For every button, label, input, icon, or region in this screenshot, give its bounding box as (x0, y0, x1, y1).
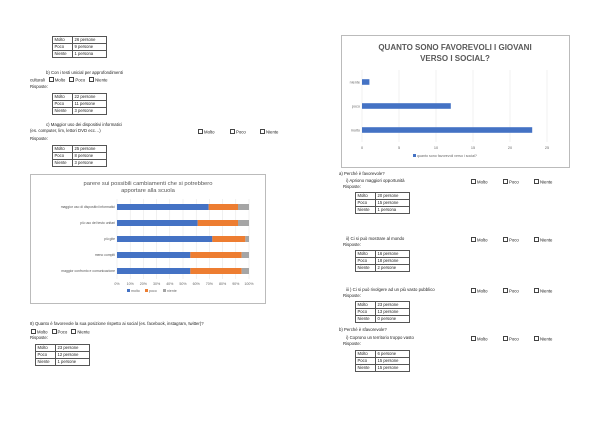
question-a-i: i) Apriono maggiori opportunità Molto Poco Niente (346, 178, 553, 185)
checkbox-niente[interactable] (534, 288, 539, 293)
question-b-options: culturali Molto Poco Niente (30, 77, 108, 83)
bar-molto (117, 204, 209, 210)
x-tick-label: 90% (232, 282, 240, 286)
cell-value: 1 persona (376, 207, 410, 214)
checkbox-niente[interactable] (71, 329, 76, 334)
category-label: maggior confronto e comunicazione (61, 269, 115, 274)
risposte-label: Risposte: (343, 293, 361, 298)
bar-molto (117, 252, 190, 258)
question-c-options: (es. computer, lim, lettori DVD ecc…) Molto Poco Niente (30, 128, 279, 135)
chart-title-line2: apportare alla scuola (121, 188, 175, 194)
legend-label: quanto sono favorevoli verso i social? (417, 153, 477, 158)
table-row (356, 265, 410, 272)
cell-value: 11 persone (73, 101, 107, 108)
cell-label: Niente (36, 359, 56, 366)
table-a-ii (355, 250, 410, 272)
question-a-ii: ii) Ci si può mostrare al mondo Molto Poco Niente (346, 236, 553, 243)
cell-value: 15 persone (376, 365, 410, 372)
x-tick-label: 25 (544, 146, 550, 150)
checkbox-niente[interactable] (89, 77, 94, 82)
risposte-label: Risposte: (343, 341, 361, 346)
cell-value: 15 persone (376, 200, 410, 207)
legend-label: molto (131, 288, 140, 293)
table-row (36, 359, 90, 366)
cell-value: 26 persone (73, 37, 107, 44)
table-row (53, 160, 107, 167)
checkbox-niente[interactable] (534, 336, 539, 341)
table-row (356, 302, 410, 309)
cell-label: Molto (53, 146, 73, 153)
x-tick-label: 20 (507, 146, 513, 150)
checkbox-niente[interactable] (534, 179, 539, 184)
cell-value: 9 persone (73, 44, 107, 51)
checkbox-molto[interactable] (198, 129, 203, 134)
table-row (356, 200, 410, 207)
cell-label: Molto (53, 37, 73, 44)
question-8-options: Molto Poco Niente (27, 329, 90, 335)
checkbox-molto[interactable] (49, 77, 54, 82)
checkbox-molto[interactable] (471, 288, 476, 293)
x-tick-label: 40% (166, 282, 174, 286)
checkbox-molto[interactable] (471, 237, 476, 242)
question-b-i: i) Coprono un territorio troppo vasto Molto Poco Niente (346, 335, 553, 342)
cell-value: 13 persone (376, 309, 410, 316)
table-row (356, 365, 410, 372)
bar-niente (245, 236, 249, 242)
cell-value: 1 persona (73, 51, 107, 58)
chart1-svg (31, 175, 265, 303)
cell-value: 23 persone (56, 345, 90, 352)
checkbox-poco[interactable] (503, 288, 508, 293)
table-row (53, 108, 107, 115)
cell-label: Molto (53, 94, 73, 101)
bar-molto (362, 127, 532, 133)
checkbox-niente[interactable] (260, 129, 265, 134)
cell-value: 23 persone (376, 302, 410, 309)
risposte-label: Risposte: (343, 184, 361, 189)
cell-label: Poco (356, 358, 376, 365)
table-row (53, 101, 107, 108)
bar-poco (190, 252, 241, 258)
bar-niente (242, 252, 249, 258)
cell-label: Molto (356, 193, 376, 200)
table-row (356, 251, 410, 258)
table-a-i (355, 192, 410, 214)
category-label: niente (349, 80, 360, 85)
cell-label: Poco (356, 258, 376, 265)
checkbox-poco[interactable] (230, 129, 235, 134)
checkbox-poco[interactable] (69, 77, 74, 82)
cell-label: Poco (53, 44, 73, 51)
table-row (356, 309, 410, 316)
checkbox-poco[interactable] (503, 237, 508, 242)
table-row (53, 44, 107, 51)
table-q7b (52, 93, 107, 115)
x-tick-label: 100% (244, 282, 254, 286)
risposte-label: Risposte: (30, 136, 48, 141)
cell-value: 25 persone (73, 146, 107, 153)
table-q8 (35, 344, 90, 366)
table-q7a (52, 36, 107, 58)
legend-swatch (163, 289, 166, 292)
risposte-label: Risposte: (30, 335, 48, 340)
bar-niente (242, 268, 249, 274)
cell-value: 1 persone (56, 359, 90, 366)
cell-label: Molto (36, 345, 56, 352)
table-row (356, 351, 410, 358)
question-8: 8) Quanto è favorevole la sua posizione rispetto ai social (es. facebook, instagram, twitter)? (30, 321, 204, 326)
question-b-line1: b) Con i testi unicial per approfondimenti (46, 70, 123, 75)
risposte-label: Risposte: (30, 84, 48, 89)
question-a-head: a) Perché è favorevole? (339, 171, 385, 176)
cell-label: Molto (356, 351, 376, 358)
bar-poco (190, 268, 241, 274)
category-label: molto (350, 128, 360, 133)
checkbox-poco[interactable] (503, 336, 508, 341)
question-c-line1: c) Maggior uso dei dispositivi informatici (46, 122, 122, 127)
x-tick-label: 10% (126, 282, 134, 286)
bar-poco (212, 236, 245, 242)
cell-value: 6 persone (376, 351, 410, 358)
cell-value: 15 persone (376, 358, 410, 365)
cell-label: Niente (356, 207, 376, 214)
question-a-iii: iii ) Ci si può rivolgere ad un più vasto pubblico Molto Poco Niente (346, 287, 553, 294)
category-label: più gite (104, 237, 115, 242)
risposte-label: Risposte: (343, 242, 361, 247)
x-tick-label: 5 (397, 146, 401, 150)
checkbox-molto[interactable] (471, 179, 476, 184)
x-tick-label: 30% (152, 282, 161, 286)
table-row (53, 51, 107, 58)
table-a-iii (355, 301, 410, 323)
table-q7c (52, 145, 107, 167)
cell-label: Poco (356, 309, 376, 316)
checkbox-poco[interactable] (503, 179, 508, 184)
cell-label: Niente (53, 108, 73, 115)
legend-swatch (413, 154, 416, 157)
cell-value: 2 persone (376, 265, 410, 272)
checkbox-poco[interactable] (52, 329, 57, 334)
category-label: più uso del testo unitari (80, 221, 115, 226)
bar-molto (117, 236, 212, 242)
table-row (356, 207, 410, 214)
cell-label: Niente (53, 160, 73, 167)
cell-label: Poco (36, 352, 56, 359)
cell-value: 3 persone (73, 160, 107, 167)
cell-label: Molto (356, 302, 376, 309)
cell-label: Niente (356, 265, 376, 272)
x-tick-label: 50% (179, 282, 187, 286)
chart-title-line1: QUANTO SONO FAVOREVOLI I GIOVANI (378, 43, 532, 52)
table-row (53, 94, 107, 101)
cell-label: Poco (356, 200, 376, 207)
checkbox-niente[interactable] (534, 237, 539, 242)
checkbox-molto[interactable] (471, 336, 476, 341)
cell-value: 20 persone (376, 193, 410, 200)
bar-poco (362, 103, 451, 109)
bar-molto (117, 220, 198, 226)
cell-label: Niente (356, 365, 376, 372)
table-b-i (355, 350, 410, 372)
table-row (53, 153, 107, 160)
x-tick-label: 15 (470, 146, 476, 150)
cell-value: 22 persone (73, 94, 107, 101)
bar-niente (362, 79, 369, 85)
chart-cambiamenti (30, 174, 266, 304)
x-tick-label: 70% (205, 282, 214, 286)
cell-value: 12 persone (56, 352, 90, 359)
chart-title-line1: parere sui possibili cambiamenti che si potrebbero (83, 181, 213, 187)
cell-label: Poco (53, 153, 73, 160)
category-label: meno compiti (94, 253, 115, 258)
x-tick-label: 20% (139, 282, 148, 286)
category-label: poco (351, 104, 360, 109)
bar-molto (117, 268, 190, 274)
bar-niente (238, 204, 249, 210)
chart-social (341, 35, 570, 168)
table-row (356, 193, 410, 200)
x-tick-label: 60% (192, 282, 200, 286)
x-tick-label: 0% (114, 282, 120, 286)
bar-poco (209, 204, 238, 210)
cell-label: Niente (53, 51, 73, 58)
chart-title-line2: VERSO I SOCIAL? (420, 54, 490, 63)
legend-label: poco (149, 288, 157, 293)
checkbox-molto[interactable] (31, 329, 36, 334)
table-row (356, 358, 410, 365)
cell-label: Poco (53, 101, 73, 108)
legend-swatch (145, 289, 148, 292)
cell-value: 18 persone (376, 258, 410, 265)
table-row (53, 146, 107, 153)
table-row (36, 345, 90, 352)
table-row (356, 316, 410, 323)
x-tick-label: 0 (360, 146, 364, 150)
table-row (36, 352, 90, 359)
bar-niente (238, 220, 249, 226)
x-tick-label: 10 (433, 146, 439, 150)
x-tick-label: 80% (218, 282, 227, 286)
legend-swatch (127, 289, 130, 292)
cell-value: 16 persone (376, 251, 410, 258)
table-row (356, 258, 410, 265)
legend-label: niente (167, 288, 177, 293)
table-row (53, 37, 107, 44)
question-b-head: b) Perché è sfavorevole? (339, 327, 387, 332)
category-label: maggior uso di dispositivi informatici (60, 205, 115, 210)
cell-value: 3 persone (73, 108, 107, 115)
cell-label: Niente (356, 316, 376, 323)
chart2-svg (342, 36, 569, 167)
cell-label: Molto (356, 251, 376, 258)
cell-value: 8 persone (73, 153, 107, 160)
cell-value: 0 persone (376, 316, 410, 323)
bar-poco (198, 220, 238, 226)
